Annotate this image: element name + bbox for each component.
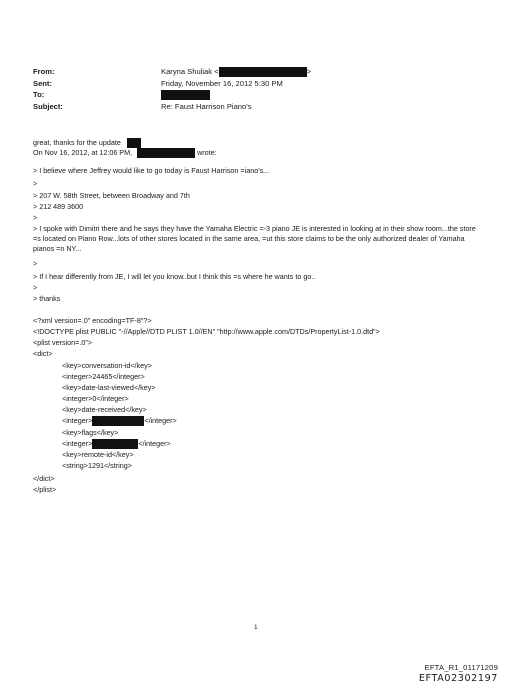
redaction-box: [127, 138, 141, 148]
xml-line: [62, 416, 177, 426]
quote-line: >: [33, 213, 38, 222]
redaction-box: [92, 416, 144, 426]
sent-label: Sent:: [33, 79, 52, 88]
to-value: [161, 90, 210, 100]
xml-line: <dict>: [33, 349, 53, 358]
subject-label: Subject:: [33, 102, 63, 111]
redaction-box: [137, 148, 195, 158]
xml-line: <plist version=.0">: [33, 338, 93, 347]
xml-line: <key>remote-id</key>: [62, 450, 134, 459]
on-date-line: [33, 148, 217, 158]
quote-line: >: [33, 283, 38, 292]
xml-close-tag: </integer>: [144, 416, 177, 425]
greeting-line: [33, 138, 141, 148]
from-end: >: [306, 67, 312, 76]
redaction-box: [219, 67, 307, 77]
quote-line: >: [33, 259, 38, 268]
xml-line: <key>date-received</key>: [62, 405, 147, 414]
xml-line: [62, 439, 171, 449]
xml-open-tag: <integer>: [62, 439, 93, 448]
from-name: Karyna Shuliak <: [161, 67, 219, 76]
subject-value: Re: Faust Harrison Piano's: [161, 102, 252, 111]
on-date-text: On Nov 16, 2012, at 12:06 PM,: [33, 148, 133, 157]
to-label: To:: [33, 90, 45, 99]
xml-line: </plist>: [33, 485, 57, 494]
from-value: [161, 67, 311, 77]
wrote-text: wrote:: [197, 148, 217, 157]
xml-line: <key>conversation-id</key>: [62, 361, 152, 370]
xml-line: <string>1291</string>: [62, 461, 132, 470]
xml-line: </dict>: [33, 474, 55, 483]
quote-line: > If I hear differently from JE, I will let you know..but I think this =s where he wants to go..: [33, 272, 316, 281]
sent-value: Friday, November 16, 2012 5:30 PM: [161, 79, 283, 88]
quote-line: > 212 489 3600: [33, 202, 84, 211]
xml-line: <integer>24465</integer>: [62, 372, 145, 381]
xml-close-tag: </integer>: [138, 439, 171, 448]
quote-line: >: [33, 179, 38, 188]
xml-line: <?xml version=.0" encoding=TF-8"?>: [33, 316, 152, 325]
redaction-box: [92, 439, 138, 449]
xml-line: <key>flags</key>: [62, 428, 119, 437]
quote-line: > 207 W. 58th Street, between Broadway and 7th: [33, 191, 190, 200]
quote-line: > I believe where Jeffrey would like to go today is Faust Harrison =iano's...: [33, 166, 270, 175]
xml-line: <key>date-last-viewed</key>: [62, 383, 156, 392]
xml-open-tag: <integer>: [62, 416, 93, 425]
quote-line: > I spoke with Dimitri there and he says they have the Yamaha Electric =-3 piano JE is interested in looking at in their show room...the store =s located on Piano Row...lots of other stores located in the same area, =ut this store claims to be the only authorized dealer of Yamaha pianos =n NY...: [33, 224, 476, 253]
page-number: 1: [254, 624, 258, 631]
bates-number: EFTA_R1_01171209: [424, 663, 498, 672]
bates-number-secondary: EFTA02302197: [418, 673, 498, 684]
from-label: From:: [33, 67, 55, 76]
greeting-text: great, thanks for the update: [33, 138, 121, 147]
redaction-box: [161, 90, 210, 100]
xml-line: <integer>0</integer>: [62, 394, 129, 403]
xml-line: <!DOCTYPE plist PUBLIC "-//Apple//DTD PLIST 1.0//EN" "http://www.apple.com/DTDs/PropertyList-1.0.dtd">: [33, 327, 380, 336]
quote-line: > thanks: [33, 294, 61, 303]
